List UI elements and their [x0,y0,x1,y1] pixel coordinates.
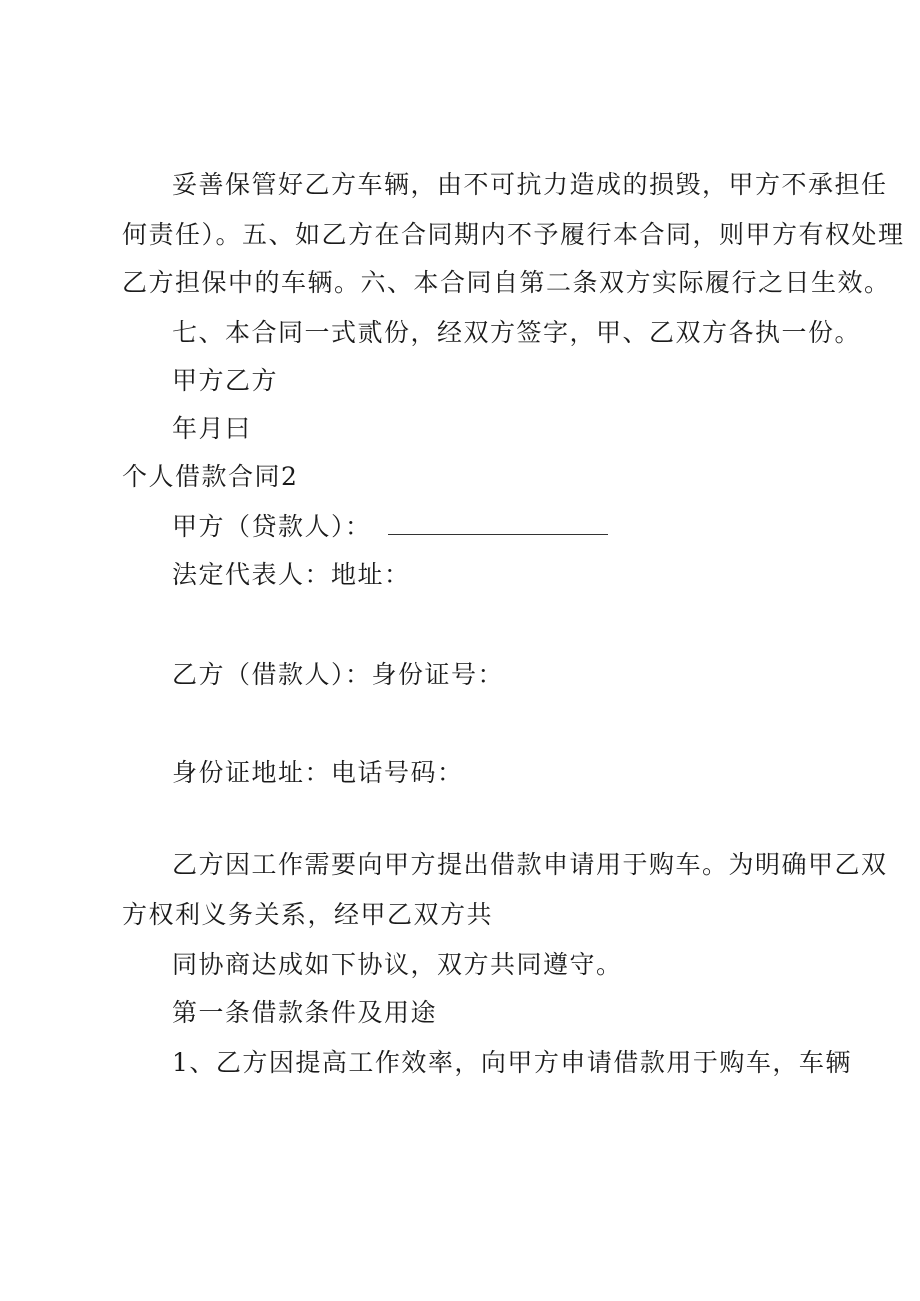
paragraph-line: 妥善保管好乙方车辆，由不可抗力造成的损毁，甲方不承担任 [172,170,888,199]
paragraph-line: 何责任）。五、如乙方在合同期内不予履行本合同，则甲方有权处理 [122,220,905,249]
date-line: 年月曰 [172,414,252,443]
id-address-phone-line: 身份证地址：电话号码： [172,758,464,787]
paragraph-line: 同协商达成如下协议，双方共同遵守。 [172,950,623,979]
paragraph-line: 乙方担保中的车辆。六、本合同自第二条双方实际履行之日生效。 [122,268,891,297]
representative-address-line: 法定代表人：地址： [172,560,411,589]
signature-parties-line: 甲方乙方 [172,366,279,395]
lender-label: 甲方（贷款人）： [172,512,372,541]
contract-title: 个人借款合同2 [122,462,299,491]
lender-line [172,510,608,544]
paragraph-line: 七、本合同一式贰份，经双方签字，甲、乙双方各执一份。 [172,318,862,347]
paragraph-line: 方权利义务关系，经甲乙双方共 [122,900,494,929]
borrower-id-line: 乙方（借款人）：身份证号： [172,660,505,689]
paragraph-line: 1、乙方因提高工作效率，向甲方申请借款用于购车，车辆 [172,1048,852,1077]
article-heading: 第一条借款条件及用途 [172,998,438,1027]
lender-name-blank [388,512,608,535]
paragraph-line: 乙方因工作需要向甲方提出借款申请用于购车。为明确甲乙双 [172,850,888,879]
